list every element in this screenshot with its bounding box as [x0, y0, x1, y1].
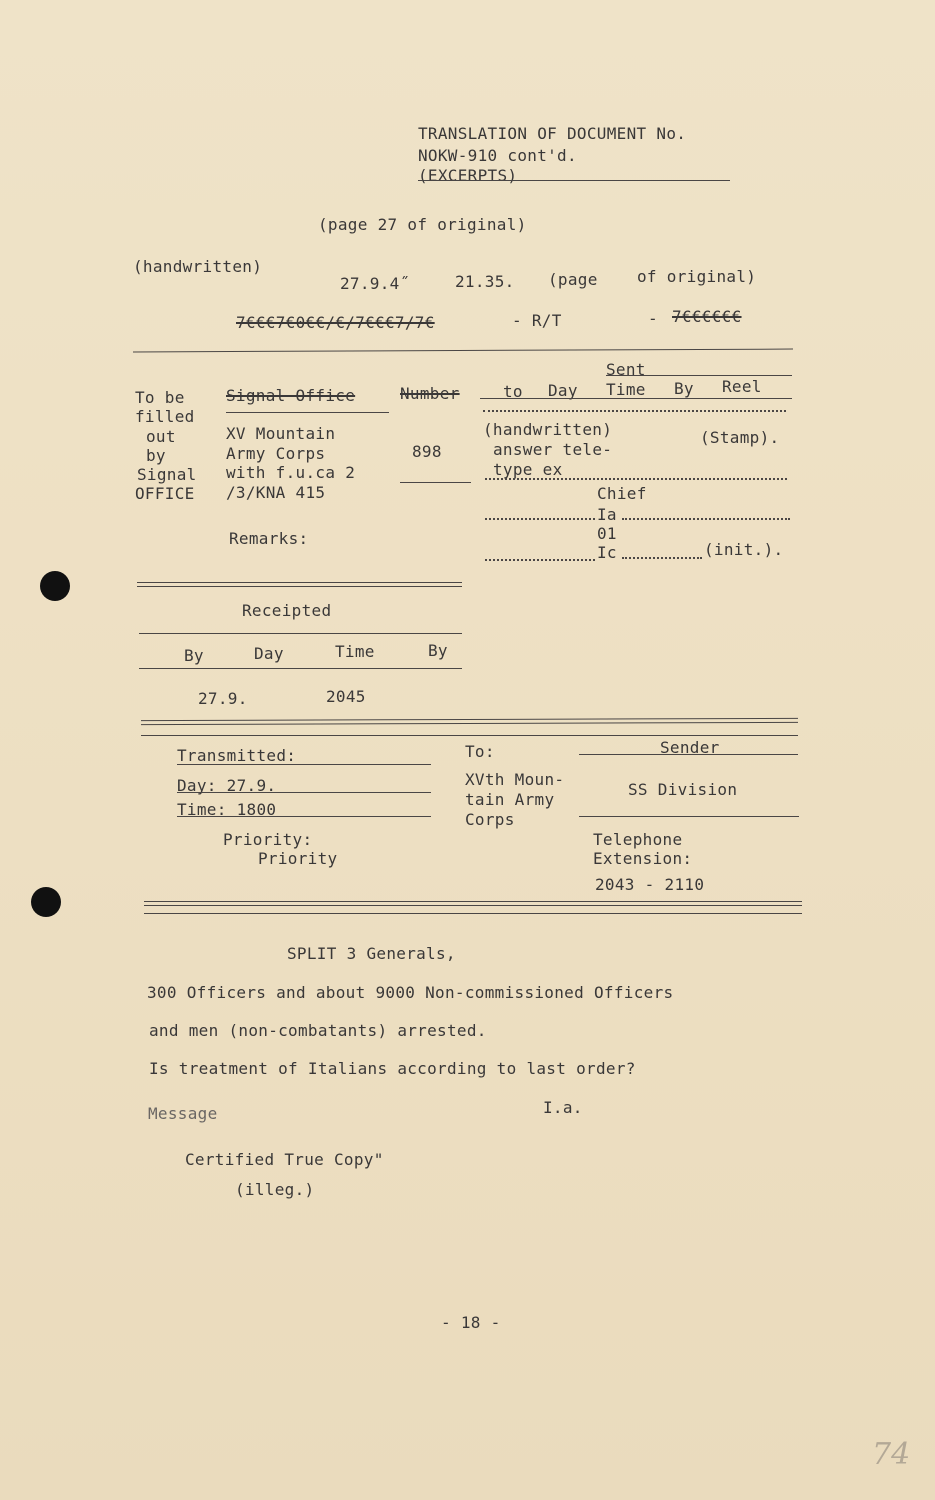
- to-be-filled-line: OFFICE: [135, 484, 195, 503]
- sender-rule: [579, 754, 798, 755]
- crossed-out-text-right: 7€€€€€€: [672, 307, 742, 326]
- illegible-signature: (illeg.): [235, 1180, 315, 1199]
- sent-col-day: Day: [548, 381, 578, 400]
- page-number: - 18 -: [441, 1313, 501, 1332]
- page-reference: (page 27 of original): [318, 215, 527, 234]
- transmission-second-rule: [141, 735, 798, 736]
- header-doc-number: NOKW-910 cont'd.: [418, 146, 577, 165]
- number-rule: [400, 482, 471, 483]
- sender-code: I.a.: [543, 1098, 583, 1117]
- handwritten-note-line: type ex: [493, 460, 563, 479]
- transmission-top-rule: [141, 718, 798, 725]
- dotted-rule: [485, 478, 787, 480]
- receipted-day: 27.9.: [198, 689, 248, 708]
- sent-col-time: Time: [606, 380, 646, 399]
- transmission-bottom-rule: [144, 901, 802, 906]
- to-label: To:: [465, 742, 495, 761]
- header-excerpts: (EXCERPTS): [418, 166, 518, 185]
- to-be-filled-line: out: [146, 427, 176, 446]
- message-line-4: Is treatment of Italians according to last order?: [149, 1059, 636, 1078]
- extension-label: Extension:: [593, 849, 693, 868]
- dotted-rule: [485, 518, 595, 520]
- ic-label: Ic: [597, 543, 617, 562]
- to-value-line: tain Army: [465, 790, 555, 809]
- priority-label: Priority:: [223, 830, 313, 849]
- transmitted-label: Transmitted:: [177, 746, 297, 765]
- signal-office-line: /3/KNA 415: [226, 483, 326, 502]
- message-label: Message: [148, 1104, 218, 1123]
- receipted-col-time: Time: [335, 642, 375, 661]
- receipted-col-by: By: [184, 646, 204, 665]
- page-open: (page: [548, 270, 598, 289]
- receipted-title: Receipted: [242, 601, 332, 620]
- telephone-label: Telephone: [593, 830, 683, 849]
- signal-office-line: Army Corps: [226, 444, 326, 463]
- to-value-line: XVth Moun-: [465, 770, 565, 789]
- ia-label: Ia: [597, 505, 617, 524]
- to-be-filled-line: by: [146, 446, 166, 465]
- sent-col-by: By: [674, 379, 694, 398]
- sent-col-reel: Reel: [722, 377, 762, 396]
- chief-label: Chief: [597, 484, 647, 503]
- sent-columns-rule: [480, 398, 792, 399]
- receipted-columns-rule: [139, 668, 462, 669]
- crossed-out-text-left: 7€€€7€0€€/€/7€€€7/7€: [236, 313, 435, 332]
- time-value: 21.35.: [455, 272, 515, 291]
- message-line-3: and men (non-combatants) arrested.: [149, 1021, 487, 1040]
- dotted-rule: [485, 559, 595, 561]
- dotted-rule: [622, 518, 790, 520]
- to-be-filled-line: Signal: [137, 465, 197, 484]
- handwritten-note-line: (handwritten): [483, 420, 613, 439]
- to-value-line: Corps: [465, 810, 515, 829]
- signal-office-line: with f.u.ca 2: [226, 463, 356, 482]
- extension-value: 2043 - 2110: [595, 875, 705, 894]
- punch-hole: [40, 571, 70, 601]
- transmitted-time: Time: 1800: [177, 800, 277, 819]
- transmission-bottom-rule-2: [144, 913, 802, 914]
- receipted-rule: [139, 633, 462, 634]
- sender-value: SS Division: [628, 780, 738, 799]
- remarks-label: Remarks:: [229, 529, 309, 548]
- dash-label: -: [648, 309, 658, 328]
- signal-office-rule: [226, 412, 389, 413]
- to-be-filled-line: filled: [135, 407, 195, 426]
- number-header: Number: [400, 384, 460, 403]
- certified-true-copy: Certified True Copy": [185, 1150, 384, 1169]
- handwritten-folio-number: 74: [872, 1437, 911, 1472]
- sent-underline: [606, 375, 792, 376]
- o1-label: 01: [597, 524, 617, 543]
- rt-label: - R/T: [512, 311, 562, 330]
- message-line-2: 300 Officers and about 9000 Non-commissioned Officers: [147, 983, 674, 1002]
- number-value: 898: [412, 442, 442, 461]
- signal-office-header: Signal Office: [226, 386, 356, 405]
- punch-hole: [31, 887, 61, 917]
- init-label: (init.).: [704, 540, 784, 559]
- receipted-col-day: Day: [254, 644, 284, 663]
- to-be-filled-line: To be: [135, 388, 185, 407]
- signal-office-line: XV Mountain: [226, 424, 336, 443]
- stamp-label: (Stamp).: [700, 428, 780, 447]
- header-underline: [418, 180, 730, 181]
- sent-col-to: to: [503, 382, 523, 401]
- time-rule: [177, 816, 431, 817]
- dotted-rule: [622, 557, 702, 559]
- of-original: of original): [637, 267, 757, 286]
- header-title: TRANSLATION OF DOCUMENT No.: [418, 124, 687, 143]
- priority-value: Priority: [258, 849, 338, 868]
- sender-label: Sender: [660, 738, 720, 757]
- receipted-col-by-2: By: [428, 641, 448, 660]
- receipted-top-rule: [137, 582, 462, 587]
- handwritten-note-line: answer tele-: [493, 440, 613, 459]
- transmitted-rule: [177, 764, 431, 765]
- date-value: 27.9.4˝: [340, 274, 410, 293]
- transmitted-day: Day: 27.9.: [177, 776, 277, 795]
- form-top-rule: [133, 349, 793, 353]
- handwritten-label: (handwritten): [133, 257, 263, 276]
- sent-header: Sent: [606, 360, 646, 379]
- receipted-time: 2045: [326, 687, 366, 706]
- dotted-rule: [483, 410, 786, 412]
- day-rule: [177, 792, 431, 793]
- sender-value-rule: [579, 816, 799, 817]
- message-line-1: SPLIT 3 Generals,: [287, 944, 456, 963]
